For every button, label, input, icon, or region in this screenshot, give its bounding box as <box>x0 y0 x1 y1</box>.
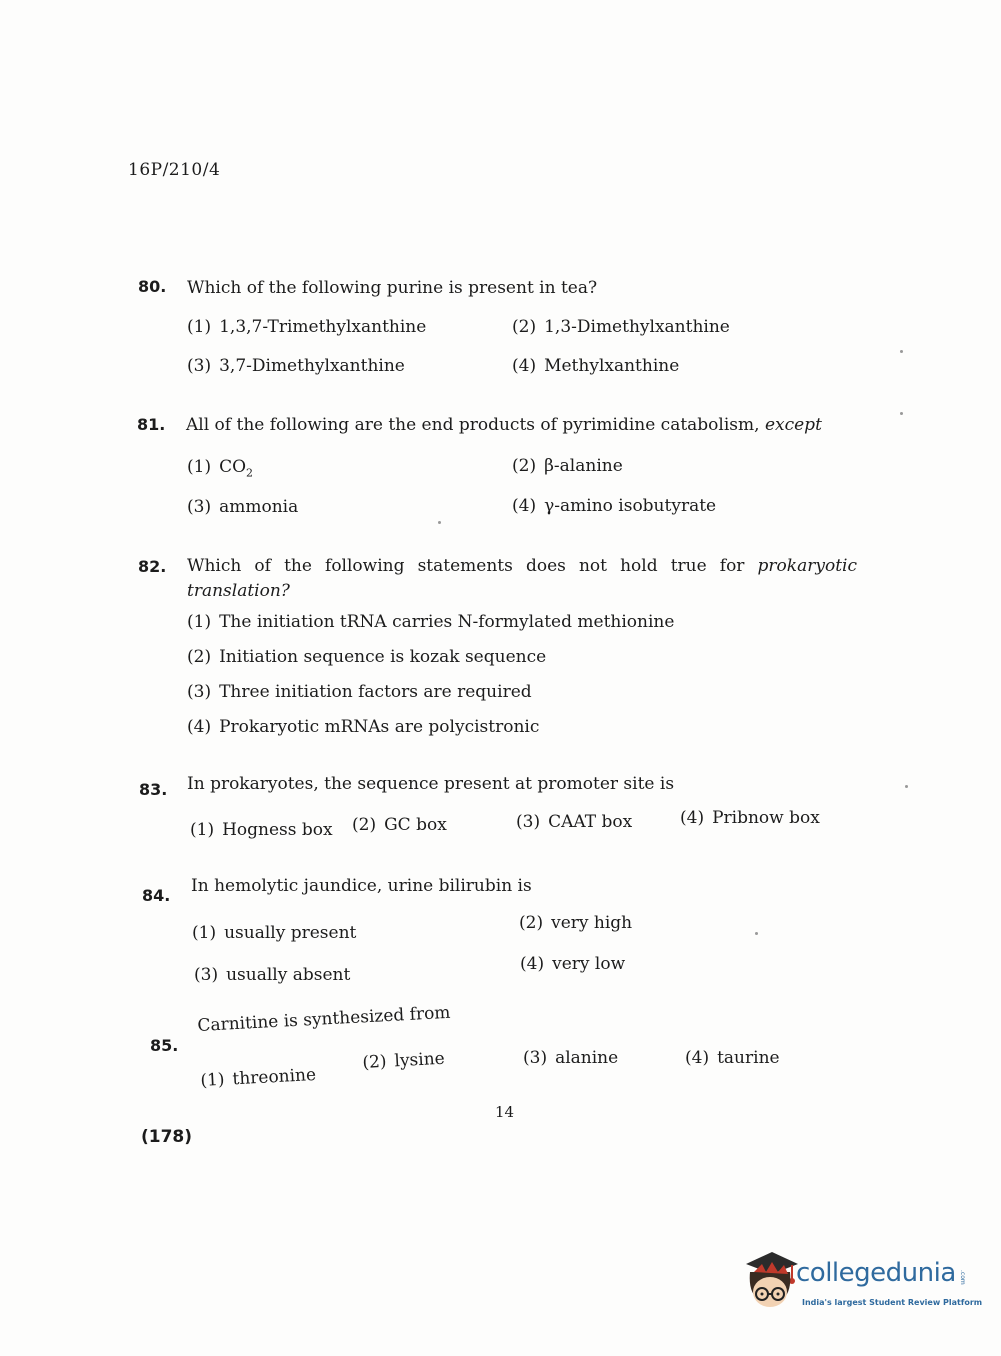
scan-speck <box>900 412 903 415</box>
brand-tagline: India's largest Student Review Platform <box>802 1298 983 1307</box>
collegedunia-logo <box>742 1250 983 1320</box>
question-number: 85. <box>150 1036 179 1055</box>
option-2: (2) lysine <box>361 1048 446 1073</box>
option-3: (3) CAAT box <box>516 812 633 832</box>
scan-speck <box>438 521 441 524</box>
scan-speck <box>900 350 903 353</box>
option-4: (4) very low <box>520 954 626 974</box>
option-3: (3) usually absent <box>194 965 351 985</box>
option-3: (3) alanine <box>523 1048 619 1068</box>
option-3: (3) 3,7-Dimethylxanthine <box>187 356 405 376</box>
option-4: (4) Methylxanthine <box>512 356 680 376</box>
question-number: 83. <box>139 780 168 799</box>
question-text: In hemolytic jaundice, urine bilirubin is <box>191 876 532 896</box>
option-3: (3) Three initiation factors are required <box>187 682 532 702</box>
option-4: (4) Prokaryotic mRNAs are polycistronic <box>187 717 540 737</box>
option-4: (4) Pribnow box <box>680 808 820 828</box>
paper-code: 16P/210/4 <box>128 160 221 180</box>
option-1: (1) $CO_2$ <box>187 457 254 480</box>
scan-speck <box>755 932 758 935</box>
option-2: (2) 1,3-Dimethylxanthine <box>512 317 730 337</box>
brand-name: collegedunia <box>796 1258 956 1288</box>
option-1: (1) Hogness box <box>190 820 333 840</box>
option-2: (2) GC box <box>352 815 447 835</box>
question-text: Carnitine is synthesized from <box>196 1002 451 1036</box>
option-2: (2) Initiation sequence is kozak sequence <box>187 647 547 667</box>
question-text: Which of the following purine is present in tea? <box>187 278 598 298</box>
booklet-code: (178) <box>141 1127 193 1147</box>
option-1: (1) usually present <box>192 923 357 943</box>
option-1: (1) The initiation tRNA carries N-formylated methionine <box>187 612 675 632</box>
option-3: (3) ammonia <box>187 497 299 517</box>
option-1: (1) threonine <box>199 1064 317 1091</box>
question-number: 84. <box>142 886 171 905</box>
question-number: 81. <box>137 415 166 434</box>
option-1: (1) 1,3,7-Trimethylxanthine <box>187 317 427 337</box>
option-2: (2) β-alanine <box>512 456 623 476</box>
mascot-icon <box>742 1250 798 1314</box>
page-number: 14 <box>495 1103 515 1121</box>
question-text: In prokaryotes, the sequence present at promoter site is <box>187 774 675 794</box>
option-4: (4) taurine <box>685 1048 780 1068</box>
option-4: (4) γ-amino isobutyrate <box>512 496 717 516</box>
brand-suffix: .com <box>959 1270 966 1285</box>
question-number: 82. <box>138 557 167 576</box>
question-text: All of the following are the end products of pyrimidine catabolism, except <box>186 415 822 435</box>
question-text: Which of the following statements does not hold true for prokaryotic translation? <box>187 556 857 601</box>
question-number: 80. <box>138 277 167 296</box>
scan-speck <box>905 785 908 788</box>
option-2: (2) very high <box>519 913 633 933</box>
